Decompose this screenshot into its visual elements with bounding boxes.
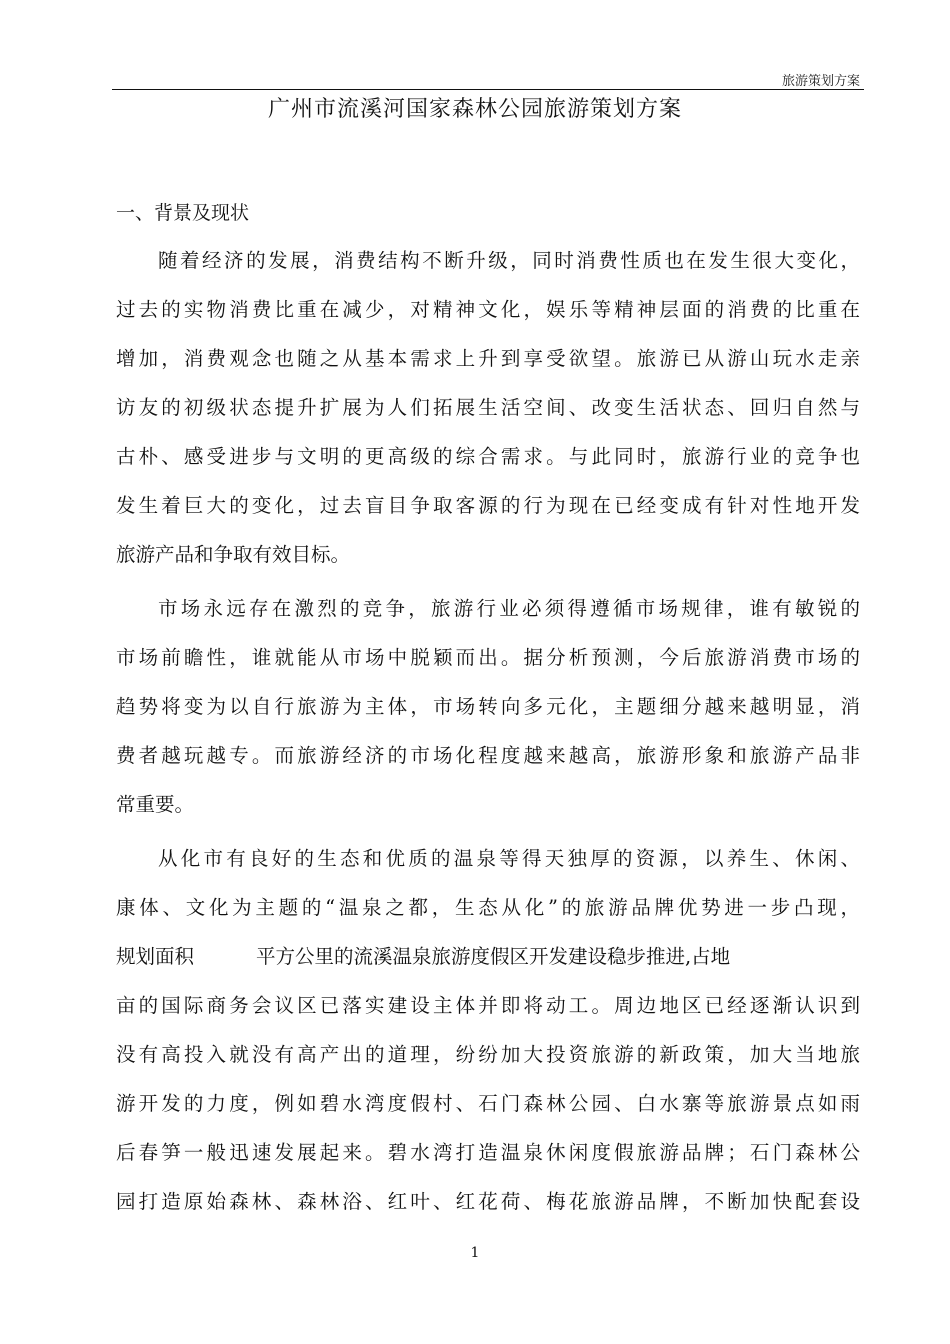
paragraph-line: 古朴、感受进步与文明的更高级的综合需求。与此同时，旅游行业的竞争也 (116, 445, 860, 468)
document-title: 广州市流溪河国家森林公园旅游策划方案 (267, 97, 682, 122)
paragraph-line: 游开发的力度，例如碧水湾度假村、石门森林公园、白水寨等旅游景点如雨 (116, 1092, 860, 1115)
paragraph-line: 旅游产品和争取有效目标。 (116, 543, 351, 566)
running-header: 旅游策划方案 (781, 74, 860, 89)
paragraph-line: 后春笋一般迅速发展起来。碧水湾打造温泉休闲度假旅游品牌；石门森林公 (116, 1141, 860, 1164)
paragraph-line: 园打造原始森林、森林浴、红叶、红花荷、梅花旅游品牌，不断加快配套设 (116, 1190, 860, 1213)
section-heading: 一、背景及现状 (116, 202, 250, 224)
paragraph-line: 随着经济的发展，消费结构不断升级，同时消费性质也在发生很大变化， (158, 249, 860, 272)
paragraph-line: 从化市有良好的生态和优质的温泉等得天独厚的资源，以养生、休闲、 (158, 847, 860, 870)
paragraph-line: 没有高投入就没有高产出的道理，纷纷加大投资旅游的新政策，加大当地旅 (116, 1043, 860, 1066)
page-number: 1 (470, 1245, 480, 1261)
paragraph-line: 市场前瞻性，谁就能从市场中脱颖而出。据分析预测，今后旅游消费市场的 (116, 646, 860, 669)
paragraph-line: 规划面积 平方公里的流溪温泉旅游度假区开发建设稳步推进,占地 (116, 945, 731, 968)
paragraph-line: 亩的国际商务会议区已落实建设主体并即将动工。周边地区已经逐渐认识到 (116, 994, 860, 1017)
header-rule (112, 89, 864, 90)
paragraph-line: 常重要。 (116, 793, 195, 816)
paragraph-line: 市场永远存在激烈的竞争，旅游行业必须得遵循市场规律，谁有敏锐的 (158, 597, 860, 620)
paragraph-line: 过去的实物消费比重在减少，对精神文化，娱乐等精神层面的消费的比重在 (116, 298, 860, 321)
paragraph-line: 康体、文化为主题的“温泉之都，生态从化”的旅游品牌优势进一步凸现， (116, 896, 860, 919)
paragraph-line: 费者越玩越专。而旅游经济的市场化程度越来越高，旅游形象和旅游产品非 (116, 744, 860, 767)
paragraph-line: 访友的初级状态提升扩展为人们拓展生活空间、改变生活状态、回归自然与 (116, 396, 860, 419)
paragraph-line: 趋势将变为以自行旅游为主体，市场转向多元化，主题细分越来越明显，消 (116, 695, 860, 718)
paragraph-line: 发生着巨大的变化，过去盲目争取客源的行为现在已经变成有针对性地开发 (116, 494, 860, 517)
paragraph-line: 增加，消费观念也随之从基本需求上升到享受欲望。旅游已从游山玩水走亲 (116, 347, 860, 370)
